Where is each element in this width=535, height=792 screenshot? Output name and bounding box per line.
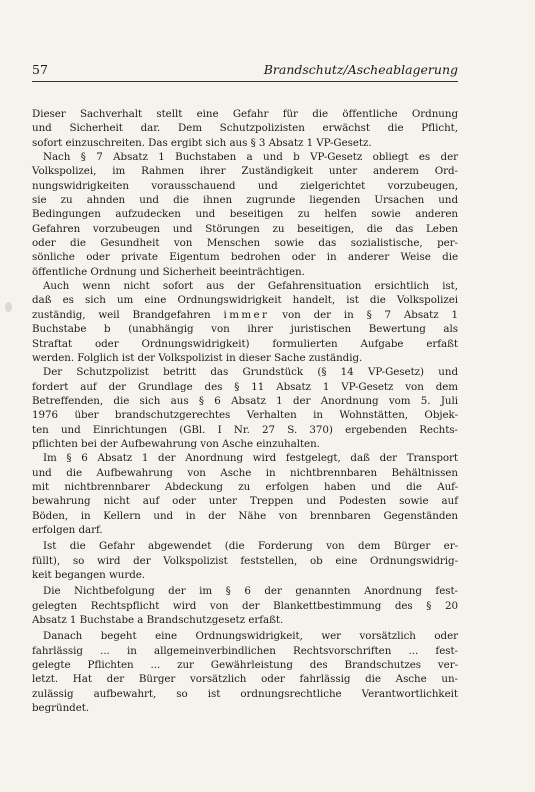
text-line: Auch wenn nicht sofort aus der Gefahrensituation ersichtlich ist, bbox=[43, 280, 458, 293]
text-line: Buchstabe b (unabhängig von ihrer juristischen Bewertung als bbox=[32, 323, 458, 336]
text-line: Absatz 1 Buchstabe a Brandschutzgesetz erfaßt. bbox=[32, 614, 284, 627]
page-header bbox=[32, 62, 458, 80]
text-line: Betreffenden, die sich aus § 6 Absatz 1 der Anordnung vom 5. Juli bbox=[32, 394, 458, 407]
text-line: pflichten bei der Aufbewahrung von Asche einzuhalten. bbox=[32, 437, 320, 450]
text-line: Nach § 7 Absatz 1 Buchstaben a und b VP-Gesetz obliegt es der bbox=[43, 151, 458, 164]
text-line: sie zu ahnden und die ihnen zugrunde liegenden Ursachen und bbox=[32, 194, 458, 207]
header-rule bbox=[32, 81, 458, 82]
text-line: Böden, in Kellern und in der Nähe von brennbaren Gegenständen bbox=[32, 509, 458, 522]
text-line: werden. Folglich ist der Volkspolizist in dieser Sache zuständig. bbox=[32, 351, 363, 364]
text-line: oder die Gesundheit von Menschen sowie das sozialistische, per- bbox=[32, 237, 458, 250]
text-line: gelegte Pflichten ... zur Gewährleistung des Brandschutzes ver- bbox=[32, 659, 458, 672]
text-line: und Sicherheit dar. Dem Schutzpolizisten erwächst die Pflicht, bbox=[32, 122, 458, 135]
text-line: keit begangen wurde. bbox=[32, 569, 146, 581]
text-line: Die Nichtbefolgung der im § 6 der genannten Anordnung fest- bbox=[43, 585, 458, 598]
text-line: ten und Einrichtungen (GBl. I Nr. 27 S. 370) ergebenden Rechts- bbox=[32, 423, 458, 436]
text-line: Der Schutzpolizist betritt das Grundstück (§ 14 VP-Gesetz) und bbox=[43, 366, 458, 379]
text-line: füllt), so wird der Volkspolizist feststellen, ob eine Ordnungswidrig- bbox=[32, 554, 458, 567]
page-number: 57 bbox=[32, 62, 48, 77]
text-line: gelegten Rechtspflicht wird von der Blankettbestimmung des § 20 bbox=[32, 599, 458, 612]
text-line: zulässig aufbewahrt, so ist ordnungsrechtliche Verantwortlichkeit bbox=[32, 687, 458, 700]
text-line: letzt. Hat der Bürger vorsätzlich oder fahrlässig die Asche un- bbox=[32, 673, 458, 686]
text-line: begründet. bbox=[32, 702, 90, 715]
body-text bbox=[32, 107, 458, 715]
text-line: nungswidrigkeiten vorausschauend und zielgerichtet vorzubeugen, bbox=[32, 179, 458, 192]
text-line: 1976 über brandschutzgerechtes Verhalten in Wohnstätten, Objek- bbox=[32, 409, 458, 422]
text-line: fahrlässig ... in allgemeinverbindlichen Rechtsvorschriften ... fest- bbox=[32, 644, 458, 657]
text-line: Straftat oder Ordnungswidrigkeit) formulierten Aufgabe erfaßt bbox=[32, 337, 458, 350]
text-line: Gefahren vorzubeugen und Störungen zu beseitigen, die das Leben bbox=[32, 222, 458, 235]
margin-mark bbox=[5, 302, 12, 312]
running-title: Brandschutz/Ascheablagerung bbox=[263, 62, 458, 77]
text-line: daß es sich um eine Ordnungswidrigkeit handelt, ist die Volkspolizei bbox=[32, 294, 458, 307]
text-line: öffentliche Ordnung und Sicherheit beeinträchtigen. bbox=[32, 265, 305, 278]
text-line: Danach begeht eine Ordnungswidrigkeit, wer vorsätzlich oder bbox=[43, 630, 458, 643]
text-line: Volkspolizei, im Rahmen ihrer Zuständigkeit unter anderem Ord- bbox=[32, 165, 458, 178]
text-line: mit nichtbrennbarer Abdeckung zu erfolgen haben und die Auf- bbox=[32, 480, 458, 493]
text-line: Ist die Gefahr abgewendet (die Forderung von dem Bürger er- bbox=[43, 540, 458, 553]
text-line: sönliche oder private Eigentum bedrohen oder in anderer Weise die bbox=[32, 251, 458, 264]
text-line: Im § 6 Absatz 1 der Anordnung wird festgelegt, daß der Transport bbox=[43, 452, 458, 465]
text-line: Dieser Sachverhalt stellt eine Gefahr für die öffentliche Ordnung bbox=[32, 108, 458, 120]
text-line: sofort einzuschreiten. Das ergibt sich aus § 3 Absatz 1 VP-Gesetz. bbox=[32, 136, 372, 149]
emphasis-spaced: immer bbox=[223, 308, 270, 321]
text-line: erfolgen darf. bbox=[32, 523, 103, 536]
text-line: zuständig, weil Brandgefahren immer von der in § 7 Absatz 1 bbox=[32, 308, 458, 321]
text-line: fordert auf der Grundlage des § 11 Absatz 1 VP-Gesetz von dem bbox=[32, 380, 458, 393]
text-line: bewahrung nicht auf oder unter Treppen und Podesten sowie auf bbox=[32, 495, 458, 508]
text-line: Bedingungen aufzudecken und beseitigen zu helfen sowie anderen bbox=[32, 208, 458, 221]
text-line: und die Aufbewahrung von Asche in nichtbrennbaren Behältnissen bbox=[32, 466, 458, 479]
